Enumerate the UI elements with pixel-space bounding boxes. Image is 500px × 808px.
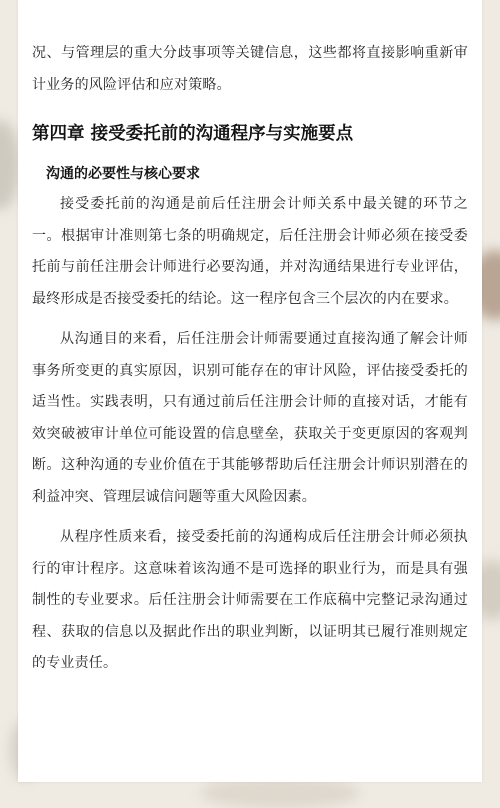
background-texture bbox=[200, 778, 360, 808]
continuation-paragraph: 况、与管理层的重大分歧事项等关键信息，这些都将直接影响重新审计业务的风险评估和应对策略。 bbox=[32, 45, 468, 93]
body-paragraph: 从沟通目的来看，后任注册会计师需要通过直接沟通了解会计师事务所变更的真实原因，识别可能存在的审计风险，评估接受委托的适当性。实践表明，只有通过前后任注册会计师的直接对话，才能有效突破被审计单位可能设置的信息壁垒，获取关于变更原因的客观判断。这种沟通的专业价值在于其能够帮助后任注册会计师识别潜在的利益冲突、管理层诚信问题等重大风险因素。 bbox=[32, 331, 468, 505]
document-page bbox=[18, 0, 482, 782]
document-content bbox=[32, 38, 468, 680]
chapter-title: 第四章 接受委托前的沟通程序与实施要点 bbox=[32, 124, 354, 144]
body-paragraph: 接受委托前的沟通是前后任注册会计师关系中最关键的环节之一。根据审计准则第七条的明确规定，后任注册会计师必须在接受委托前与前任注册会计师进行必要沟通，并对沟通结果进行专业评估，最终形成是否接受委托的结论。这一程序包含三个层次的内在要求。 bbox=[32, 196, 468, 307]
body-paragraph: 从程序性质来看，接受委托前的沟通构成后任注册会计师必须执行的审计程序。这意味着该沟通不是可选择的职业行为，而是具有强制性的专业要求。后任注册会计师需要在工作底稿中完整记录沟通过程、获取的信息以及据此作出的职业判断，以证明其已履行准则规定的专业责任。 bbox=[32, 529, 468, 671]
background-texture bbox=[0, 120, 20, 210]
section-title: 沟通的必要性与核心要求 bbox=[46, 166, 200, 182]
